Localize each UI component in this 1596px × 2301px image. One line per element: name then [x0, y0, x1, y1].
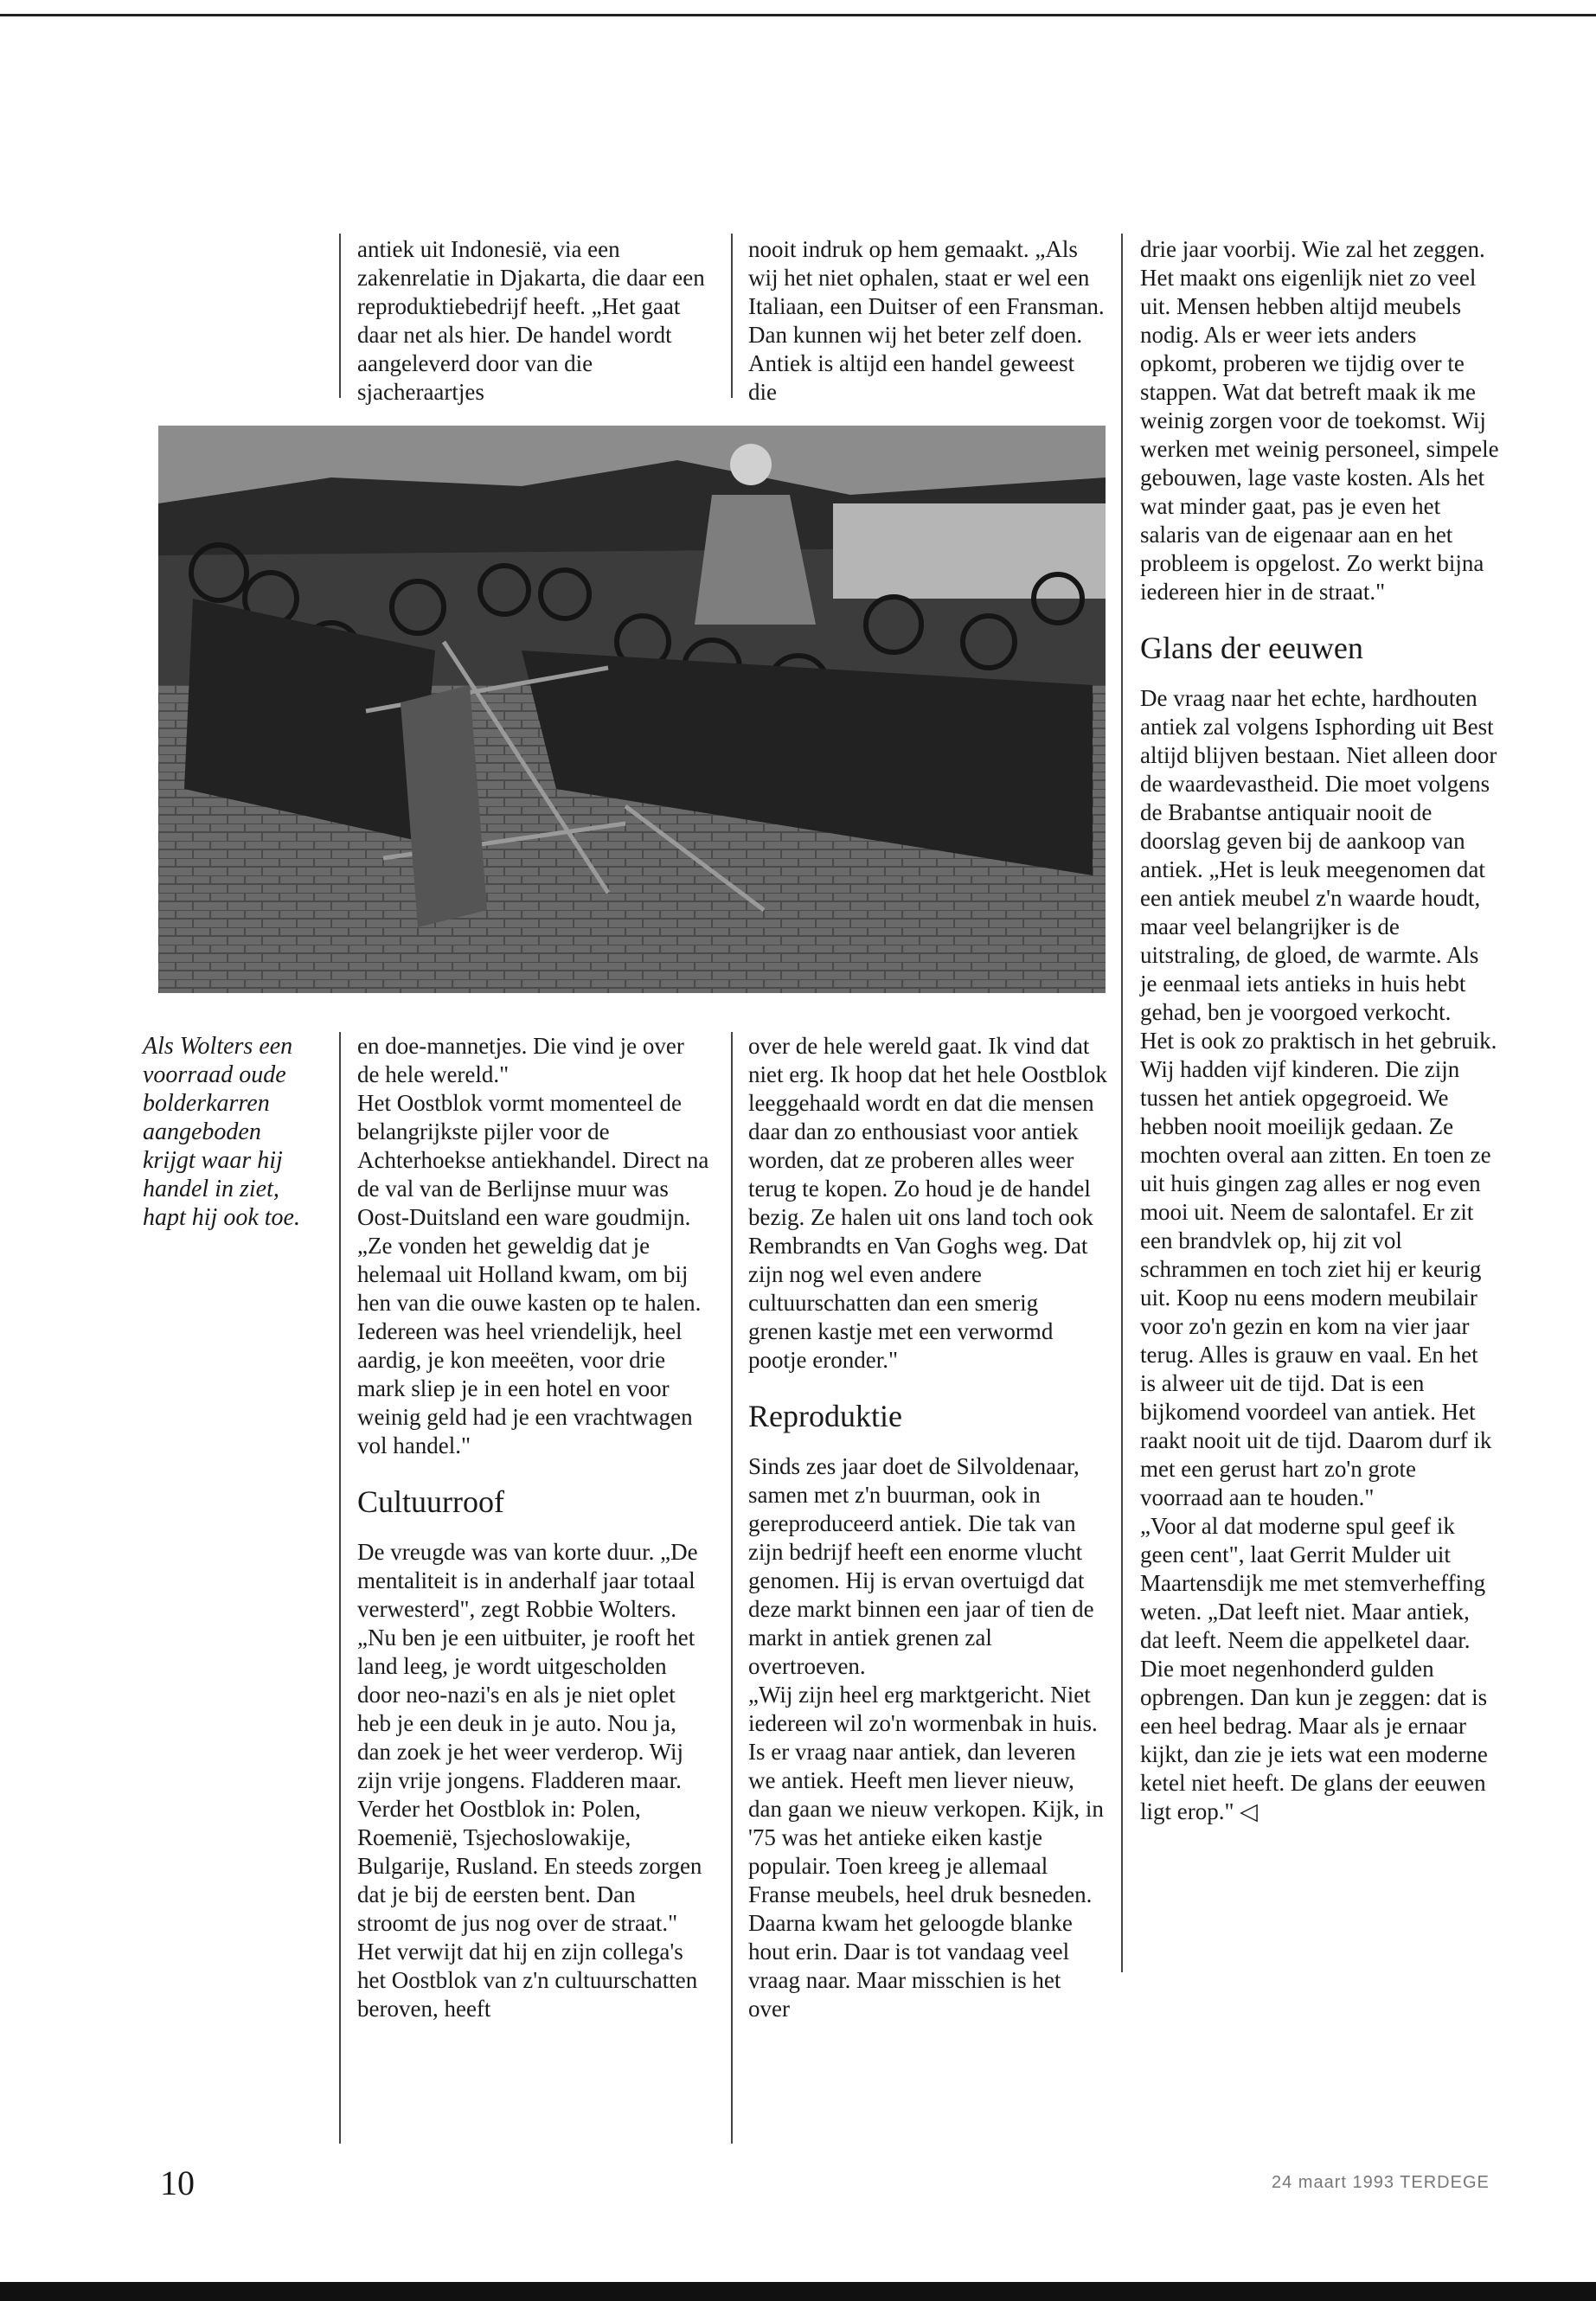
column-rule	[731, 1032, 733, 2144]
paragraph: De vreugde was van korte duur. „De mentaliteit is in anderhalf jaar totaal verwesterd", zegt Robbie Wolters. „Nu ben je een uitbuiter, je rooft het land leeg, je wordt uitgescholden door neo-nazi's en als je niet oplet heb je een deuk in je auto. Nou ja, dan zoek je het weer verderop. Wij zijn vrije jongens. Fladderen maar. Verder het Oostblok in: Polen, Roemenië, Tsjechoslowakije, Bulgarije, Rusland. En steeds zorgen dat je bij de eersten bent. Dan stroomt de jus nog over de straat."	[357, 1539, 702, 1936]
section-heading-cultuurroof: Cultuurroof	[357, 1484, 504, 1519]
paragraph: antiek uit Indonesië, via een zakenrelatie in Djakarta, die daar een reproduktiebedrijf heeft. „Het gaat daar net als hier. De handel wordt aangeleverd door van die sjacheraartjes	[357, 236, 705, 405]
page-number: 10	[160, 2163, 195, 2202]
photo-illustration	[158, 426, 1106, 993]
column-1-top	[357, 235, 712, 407]
column-3	[1140, 235, 1499, 1826]
paragraph: drie jaar voorbij. Wie zal het zeggen.	[1140, 236, 1485, 262]
paragraph: nooit indruk op hem gemaakt. „Als wij het niet ophalen, staat er wel een Italiaan, een Duitser of een Fransman. Dan kunnen wij het beter zelf doen. Antiek is altijd een handel geweest die	[748, 236, 1105, 405]
paragraph: „Voor al dat moderne spul geef ik geen cent", laat Gerrit Mulder uit Maartensdijk me met stemverheffing weten. „Dat leeft niet. Maar antiek, dat leeft. Neem die appelketel daar. Die moet negenhonderd gulden opbrengen. Dan kun je zeggen: dat is een heel bedrag. Maar als je ernaar kijkt, dan zie je iets wat een moderne ketel niet heeft. De glans der eeuwen ligt erop." ◁	[1140, 1513, 1488, 1824]
column-1	[357, 1032, 712, 2023]
photo-caption: Als Wolters een voorraad oude bolderkarren aangeboden krijgt waar hij handel in ziet, hapt hij ook toe.	[143, 1033, 300, 1231]
paragraph: over de hele wereld gaat. Ik vind dat niet erg. Ik hoop dat het hele Oostblok leeggehaald wordt en dat die mensen daar dan zo enthousiast voor antiek worden, dat ze proberen alles weer terug te kopen. Zo houd je de handel bezig. Ze halen uit ons land toch ook Rembrandts en Van Goghs weg. Dat zijn nog wel even andere cultuurschatten dan een smerig grenen kastje met een verwormd pootje eronder."	[748, 1033, 1107, 1373]
section-heading-glans: Glans der eeuwen	[1140, 631, 1363, 665]
column-2-top	[748, 235, 1107, 407]
paragraph: Het is ook zo praktisch in het gebruik. Wij hadden vijf kinderen. Die zijn tussen het antiek opgegroeid. We hebben nooit moeilijk gedaan. Ze mochten overal aan zitten. En toen ze uit huis gingen zag alles er nog even mooi uit. Neem de salontafel. Er zit een brandvlek op, hij zit vol schrammen en toch ziet hij er keurig uit. Koop nu eens modern meubilair voor zo'n gezin en kom na vier jaar terug. Alles is grauw en vaal. En het is alweer uit de tijd. Dat is een bijkomend voordeel van antiek. Het raakt nooit uit de tijd. Daarom durf ik met een gerust hart zo'n grote voorraad aan te houden."	[1140, 1028, 1497, 1510]
paragraph: Het maakt ons eigenlijk niet zo veel uit. Mensen hebben altijd meubels nodig. Als er weer iets anders opkomt, proberen we tijdig over te stappen. Wat dat betreft maak ik me weinig zorgen voor de toekomst. Wij werken met weinig personeel, simpele gebouwen, lage vaste kosten. Als het wat minder gaat, pas je even het salaris van de eigenaar aan en het probleem is opgelost. Zo werkt bijna iedereen hier in de straat."	[1140, 265, 1499, 605]
footer-issue-date: 24 maart 1993 TERDEGE	[1272, 2173, 1490, 2192]
column-rule	[339, 234, 341, 398]
column-rule	[1121, 234, 1123, 1972]
paragraph: „Wij zijn heel erg marktgericht. Niet iedereen wil zo'n wormenbak in huis. Is er vraag naar antiek, dan leveren we antiek. Heeft men liever nieuw, dan gaan we nieuw verkopen. Kijk, in '75 was het antieke eiken kastje populair. Toen kreeg je allemaal Franse meubels, heel druk besneden. Daarna kwam het geloogde blanke hout erin. Daar is tot vandaag veel vraag naar. Maar misschien is het over	[748, 1682, 1104, 2022]
paragraph: en doe-mannetjes. Die vind je over de hele wereld."	[357, 1033, 684, 1087]
section-heading-reproduktie: Reproduktie	[748, 1399, 902, 1433]
paragraph: Het Oostblok vormt momenteel de belangrijkste pijler voor de Achterhoekse antiekhandel. Direct na de val van de Berlijnse muur was Oost-Duitsland een ware goudmijn. „Ze vonden het geweldig dat je helemaal uit Holland kwam, om bij hen van die ouwe kasten op te halen. Iedereen was heel vriendelijk, heel aardig, je kon meeëten, voor drie mark sliep je in een hotel en voor weinig geld had je een vrachtwagen vol handel."	[357, 1090, 709, 1458]
paragraph: Het verwijt dat hij en zijn collega's het Oostblok van z'n cultuurschatten beroven, heeft	[357, 1939, 698, 2022]
top-rule	[0, 14, 1596, 16]
bottom-band	[0, 2282, 1596, 2301]
column-2	[748, 1032, 1107, 2023]
paragraph: Sinds zes jaar doet de Silvoldenaar, samen met z'n buurman, ook in gereproduceerd antiek. Die tak van zijn bedrijf heeft een enorme vlucht genomen. Hij is ervan overtuigd dat deze markt binnen een jaar of tien de markt in antiek grenen zal overtroeven.	[748, 1453, 1094, 1679]
paragraph: De vraag naar het echte, hardhouten antiek zal volgens Isphording uit Best altijd blijven bestaan. Niet alleen door de waardevastheid. Die moet volgens de Brabantse antiquair nooit de doorslag geven bij de aankoop van antiek. „Het is leuk meegenomen dat een antiek meubel z'n waarde houdt, maar veel belangrijker is de uitstraling, de gloed, de warmte. Als je eenmaal iets antieks in huis hebt gehad, ben je voorgoed verkocht.	[1140, 685, 1497, 1025]
photo-bolderkarren	[158, 426, 1106, 993]
column-rule	[339, 1032, 341, 2144]
column-rule	[731, 234, 733, 398]
